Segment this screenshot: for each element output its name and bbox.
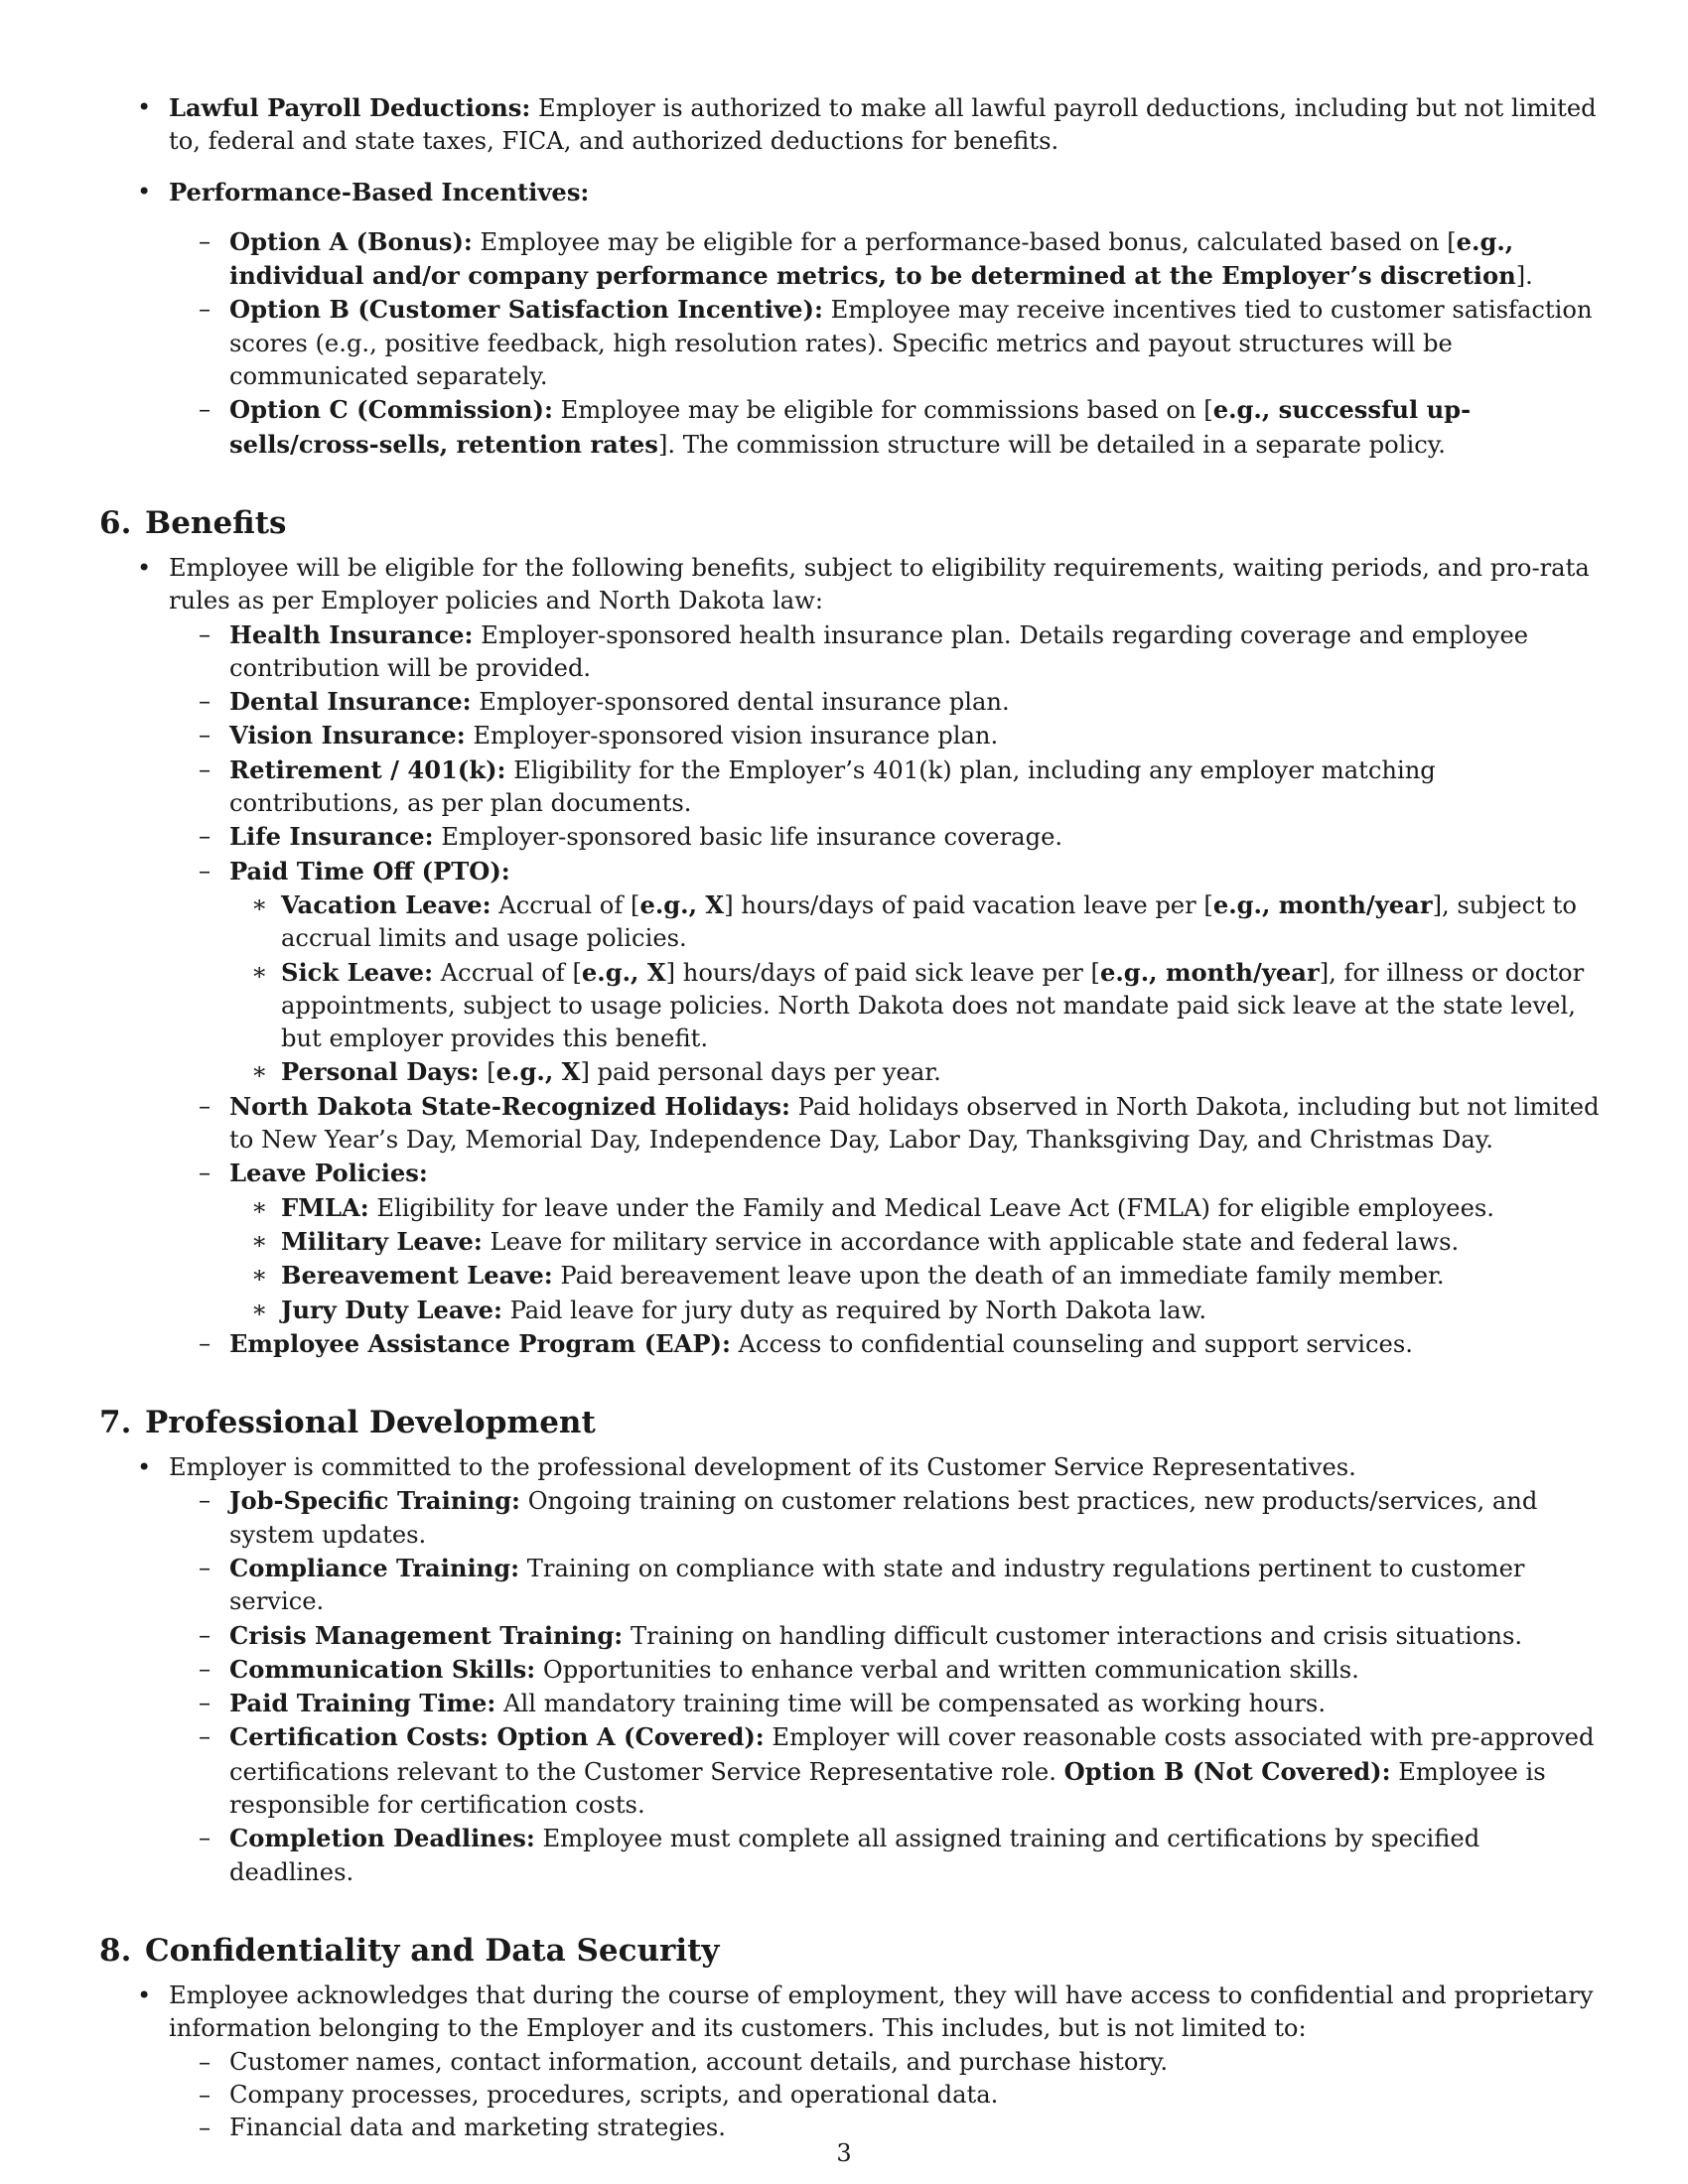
page-number: 3 xyxy=(836,2139,852,2167)
list-item xyxy=(99,1055,1601,1089)
list-item xyxy=(99,1157,1601,1190)
section-number: 7. xyxy=(99,1405,132,1441)
item-text: [ xyxy=(479,1058,496,1087)
item-text: ] hours/days of paid vacation leave per [ xyxy=(724,890,1213,919)
item-label: Life Insurance: xyxy=(229,822,434,852)
star-marker: ∗ xyxy=(251,1226,268,1255)
list-item xyxy=(99,225,1601,294)
item-text: Eligibility for the Employer’s 401(k) plan, including any employer matching contributions, as per plan documents. xyxy=(229,755,1436,818)
item-label: Health Insurance: xyxy=(229,619,474,649)
dash-marker: – xyxy=(199,2080,211,2109)
item-text: Employee may receive incentives tied to customer satisfaction scores (e.g., positive feedback, high resolution rates). Specific metrics and payout structures will be communicated separately. xyxy=(229,296,1593,391)
item-label: Crisis Management Training: xyxy=(229,1620,624,1650)
section-number: 6. xyxy=(99,504,132,541)
dash-marker: – xyxy=(199,1824,211,1852)
item-text: Employer will cover reasonable costs associated with pre-approved certifications relevant to the Customer Service Representative role. xyxy=(229,1723,1595,1786)
list-item xyxy=(99,1552,1601,1619)
placeholder-text: e.g., month/year xyxy=(1099,957,1320,987)
item-label: Performance-Based Incentives: xyxy=(169,177,590,206)
item-text: Accrual of [ xyxy=(433,958,582,987)
placeholder-text: e.g., individual and/or company performance metrics, to be determined at the Employer’s discretion xyxy=(229,226,1516,291)
dash-marker: – xyxy=(199,1091,211,1120)
dash-marker: – xyxy=(199,856,211,885)
item-text: Leave for military service in accordance with applicable state and federal laws. xyxy=(482,1227,1460,1256)
item-text: Employee will be eligible for the following benefits, subject to eligibility requirements, waiting periods, and pro-rata rules as per Employer policies and North Dakota law: xyxy=(169,553,1590,615)
item-text: Employer-sponsored basic life insurance coverage. xyxy=(433,823,1063,852)
item-text: Ongoing training on customer relations best practices, new products/services, and system updates. xyxy=(229,1487,1538,1549)
star-marker: ∗ xyxy=(251,1261,268,1290)
placeholder-text: e.g., successful up-sells/cross-sells, retention rates xyxy=(229,395,1472,459)
item-label: Sick Leave: xyxy=(281,957,434,987)
list-item xyxy=(99,393,1601,462)
dash-marker: – xyxy=(199,1689,211,1717)
dash-marker: – xyxy=(199,1328,211,1357)
list-item xyxy=(99,1484,1601,1552)
item-label: Retirement / 401(k): xyxy=(229,754,506,784)
dash-marker: – xyxy=(199,619,211,648)
item-text: Accrual of [ xyxy=(491,890,640,919)
item-text: Employee may be eligible for commissions based on [ xyxy=(552,396,1213,425)
item-text: Employer is committed to the professional development of its Customer Service Representatives. xyxy=(169,1453,1356,1482)
item-label: Option A (Covered): xyxy=(488,1722,765,1752)
list-item xyxy=(99,2079,1601,2112)
list-item xyxy=(99,1451,1601,1484)
list-item xyxy=(99,685,1601,719)
item-text: ] paid personal days per year. xyxy=(580,1058,941,1087)
item-text: Employee is responsible for certification costs. xyxy=(229,1757,1546,1820)
list-item xyxy=(99,1191,1601,1225)
item-text: Opportunities to enhance verbal and written communication skills. xyxy=(535,1655,1359,1684)
bullet-marker: • xyxy=(137,553,152,582)
placeholder-text: e.g., month/year xyxy=(1212,889,1433,919)
dash-marker: – xyxy=(199,1159,211,1187)
item-label: Job-Specific Training: xyxy=(229,1486,520,1516)
star-marker: ∗ xyxy=(251,1295,268,1323)
item-text: Customer names, contact information, account details, and purchase history. xyxy=(229,2047,1169,2076)
dash-marker: – xyxy=(199,1654,211,1683)
item-label: Option C (Commission): xyxy=(229,395,553,425)
development-list xyxy=(99,1451,1601,1889)
section-title: Benefits xyxy=(145,504,287,541)
item-label: Option B (Not Covered): xyxy=(1063,1756,1391,1786)
item-text: Training on compliance with state and industry regulations pertinent to customer service. xyxy=(229,1554,1525,1616)
list-item xyxy=(99,820,1601,854)
list-item xyxy=(99,176,1601,209)
list-item xyxy=(99,888,1601,956)
item-text: Employee may be eligible for a performance-based bonus, calculated based on [ xyxy=(472,227,1457,256)
item-label: Military Leave: xyxy=(281,1226,483,1256)
item-text: ]. xyxy=(1515,262,1533,291)
star-marker: ∗ xyxy=(251,957,268,986)
list-item xyxy=(99,1619,1601,1653)
list-item xyxy=(99,91,1601,159)
section-number: 8. xyxy=(99,1932,132,1969)
star-marker: ∗ xyxy=(251,889,268,918)
item-label: FMLA: xyxy=(281,1192,369,1222)
dash-marker: – xyxy=(199,2114,211,2142)
item-text: ]. The commission structure will be detailed in a separate policy. xyxy=(657,430,1446,459)
list-item xyxy=(99,293,1601,393)
item-label: Employee Assistance Program (EAP): xyxy=(229,1328,731,1358)
bullet-marker: • xyxy=(137,1980,152,2009)
section-title: Professional Development xyxy=(145,1405,596,1441)
item-label: Personal Days: xyxy=(281,1057,480,1087)
item-text: Employee acknowledges that during the course of employment, they will have access to confidential and proprietary information belonging to the Employer and its customers. This includes, but is not limited to: xyxy=(169,1980,1594,2043)
compensation-list xyxy=(99,91,1601,209)
list-item xyxy=(99,1720,1601,1822)
list-item xyxy=(99,1687,1601,1720)
item-label: Communication Skills: xyxy=(229,1654,536,1684)
dash-marker: – xyxy=(199,1486,211,1515)
dash-marker: – xyxy=(199,1722,211,1751)
item-label: Completion Deadlines: xyxy=(229,1824,535,1853)
item-label: Certification Costs: xyxy=(229,1722,489,1752)
item-text: All mandatory training time will be compensated as working hours. xyxy=(495,1690,1327,1718)
item-label: Paid Training Time: xyxy=(229,1689,496,1718)
list-item xyxy=(99,1225,1601,1259)
item-text: Employer-sponsored vision insurance plan. xyxy=(465,722,999,751)
dash-marker: – xyxy=(199,395,211,424)
item-text: Financial data and marketing strategies. xyxy=(229,2114,727,2142)
placeholder-text: e.g., X xyxy=(581,957,666,987)
item-label: Compliance Training: xyxy=(229,1553,520,1582)
list-item xyxy=(99,753,1601,821)
bullet-marker: • xyxy=(137,177,152,205)
list-item xyxy=(99,618,1601,686)
list-item xyxy=(99,1979,1601,2046)
item-label: Option B (Customer Satisfaction Incentive): xyxy=(229,295,823,325)
star-marker: ∗ xyxy=(251,1057,268,1086)
item-label: Jury Duty Leave: xyxy=(281,1295,502,1324)
incentive-options-list xyxy=(99,225,1601,462)
document-page xyxy=(99,91,1601,2144)
item-label: Dental Insurance: xyxy=(229,687,472,717)
section-heading-development xyxy=(99,1403,1601,1442)
dash-marker: – xyxy=(199,822,211,851)
item-text: Access to confidential counseling and support services. xyxy=(730,1329,1413,1358)
bullet-marker: • xyxy=(137,93,152,121)
placeholder-text: e.g., X xyxy=(639,889,725,919)
section-heading-confidentiality xyxy=(99,1931,1601,1971)
item-label: Vacation Leave: xyxy=(281,889,492,919)
item-text: Training on handling difficult customer interactions and crisis situations. xyxy=(623,1621,1523,1650)
item-label: Leave Policies: xyxy=(229,1159,428,1188)
list-item xyxy=(99,1294,1601,1327)
item-text: Employer-sponsored health insurance plan. Details regarding coverage and employee contribution will be provided. xyxy=(229,620,1529,682)
dash-marker: – xyxy=(199,721,211,750)
item-text: Paid leave for jury duty as required by North Dakota law. xyxy=(501,1296,1207,1324)
item-label: Lawful Payroll Deductions: xyxy=(169,93,531,122)
item-label: Option A (Bonus): xyxy=(229,226,473,256)
dash-marker: – xyxy=(199,226,211,255)
section-heading-benefits xyxy=(99,503,1601,543)
dash-marker: – xyxy=(199,687,211,716)
item-text: Paid holidays observed in North Dakota, including but not limited to New Year’s Day, Memorial Day, Independence Day, Labor Day, Thanksgiving Day, and Christmas Day. xyxy=(229,1092,1600,1155)
list-item xyxy=(99,2046,1601,2079)
list-item xyxy=(99,956,1601,1056)
dash-marker: – xyxy=(199,754,211,783)
list-item xyxy=(99,719,1601,752)
item-text: Paid bereavement leave upon the death of an immediate family member. xyxy=(552,1262,1445,1291)
star-marker: ∗ xyxy=(251,1192,268,1221)
item-text: Employer is authorized to make all lawful payroll deductions, including but not limited to, federal and state taxes, FICA, and authorized deductions for benefits. xyxy=(169,94,1597,156)
item-label: Paid Time Off (PTO): xyxy=(229,856,510,886)
dash-marker: – xyxy=(199,1620,211,1649)
item-text: Eligibility for leave under the Family and Medical Leave Act (FMLA) for eligible employees. xyxy=(368,1193,1494,1222)
confidentiality-list xyxy=(99,1979,1601,2144)
list-item xyxy=(99,1653,1601,1687)
dash-marker: – xyxy=(199,1553,211,1581)
item-text: Employer-sponsored dental insurance plan. xyxy=(471,688,1010,717)
bullet-marker: • xyxy=(137,1453,152,1482)
benefits-list xyxy=(99,552,1601,1361)
item-text: Employee must complete all assigned training and certifications by specified deadlines. xyxy=(229,1825,1480,1886)
item-text: ], for illness or doctor appointments, subject to usage policies. North Dakota does not mandate paid sick leave at the state level, but employer provides this benefit. xyxy=(281,958,1585,1053)
item-label: Vision Insurance: xyxy=(229,721,466,751)
list-item xyxy=(99,1327,1601,1361)
item-text: ], subject to accrual limits and usage policies. xyxy=(281,890,1577,953)
placeholder-text: e.g., X xyxy=(495,1057,581,1087)
dash-marker: – xyxy=(199,295,211,324)
dash-marker: – xyxy=(199,2047,211,2076)
section-title: Confidentiality and Data Security xyxy=(145,1932,720,1969)
list-item xyxy=(99,855,1601,888)
list-item xyxy=(99,1822,1601,1889)
list-item xyxy=(99,1259,1601,1293)
list-item xyxy=(99,552,1601,618)
item-text: Company processes, procedures, scripts, and operational data. xyxy=(229,2080,999,2109)
item-label: North Dakota State-Recognized Holidays: xyxy=(229,1091,790,1121)
list-item xyxy=(99,1090,1601,1158)
item-label: Bereavement Leave: xyxy=(281,1261,553,1291)
item-text: ] hours/days of paid sick leave per [ xyxy=(665,958,1100,987)
